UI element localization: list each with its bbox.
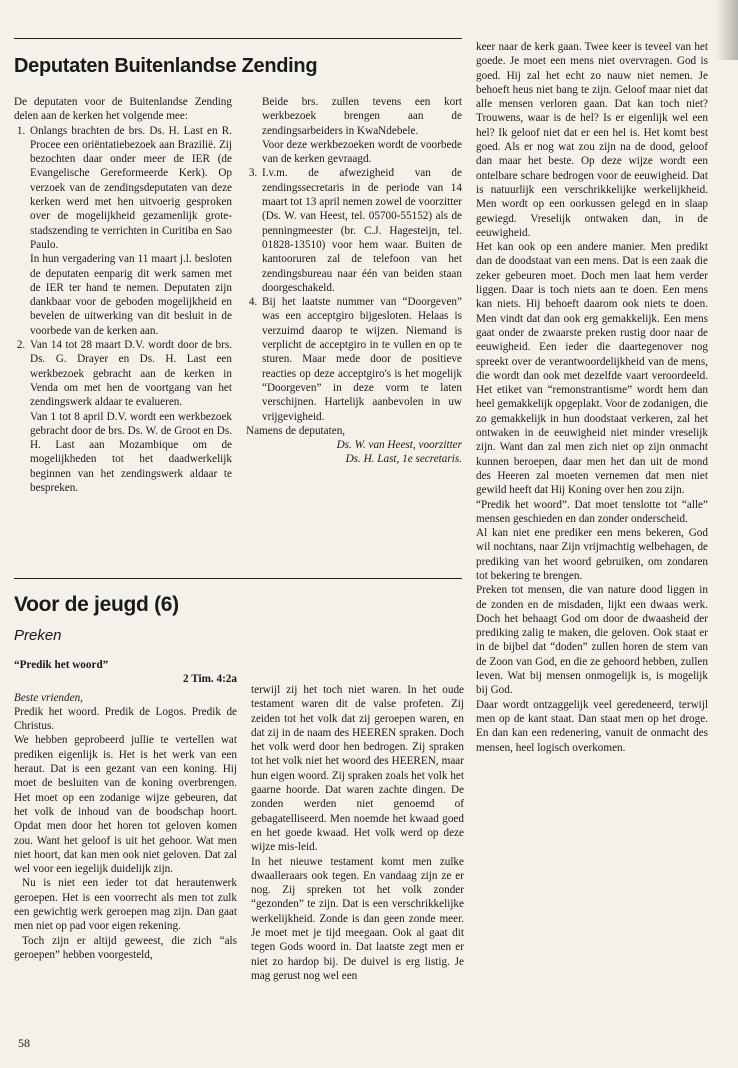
section1-top-rule	[14, 38, 462, 39]
item4-paragraph-1: 4. Bij het laatste nummer van “Doorgeven” was een acceptgiro bijgesloten. Helaas is verzuimd daarop te wijzen. Niemand is verplicht de acceptgiro in te vullen en op te sturen. Maar mede door de positieve reacties op deze acceptgiro's is het mogelijk “Doorgeven” in deze vorm te laten verschijnen. Hartelijk aanbevolen in uw vrijgevigheid.	[262, 296, 462, 423]
col1-paragraph-1: Predik het woord. Predik de Logos. Predik de Christus.	[14, 705, 237, 733]
scan-shadow	[716, 0, 738, 60]
list-item	[28, 124, 232, 338]
section1-title: Deputaten Buitenlandse Zending	[14, 55, 318, 77]
page-number: 58	[18, 1036, 30, 1050]
section1-column-2	[246, 95, 462, 467]
salutation: Beste vrienden,	[14, 691, 83, 704]
col3-paragraph-6: Daar wordt ontzaggelijk veel geredeneerd, terwijl men op de kant staat. Dan staat men op het droge. En dan kan een redenering, vanuit de onmacht des mensen, heel logisch overkomen.	[476, 698, 708, 754]
col1-paragraph-4: Toch zijn er altijd geweest, die zich “als geroepen” hebben voorgesteld,	[14, 934, 237, 961]
list-item	[260, 166, 462, 295]
item2-paragraph-1: 2. Van 14 tot 28 maart D.V. wordt door de brs. Ds. G. Drayer en Ds. H. Last een werkbezoek gebracht aan de kerken in Venda om met hen de voortgang van het zendingswerk aldaar te evalueren.	[30, 339, 232, 409]
section2-column-2	[251, 683, 464, 983]
col1-paragraph-3: Nu is niet een ieder tot dat herautenwerk geroepen. Het is een voorrecht als men tot zulk een gewichtig werk geroepen mag zijn. Dan gaat men niet op pad voor eigen rekening.	[14, 877, 237, 933]
section1-list-b	[246, 166, 462, 423]
item1-paragraph-2: In hun vergadering van 11 maart j.l. besloten de deputaten eenparig dit werk samen met de IER ter hand te nemen. Deputaten zijn dankbaar voor de geboden mogelijkheid en bevelen de uitwerking van dit besluit in de voorbede van de kerken aan.	[30, 253, 232, 337]
section2-title: Voor de jeugd (6)	[14, 593, 179, 616]
item2-paragraph-4: Voor deze werkbezoeken wordt de voorbede van de kerken gevraagd.	[262, 138, 462, 166]
bible-reference: 2 Tim. 4:2a	[183, 673, 237, 686]
col2-paragraph-1: terwijl zij het toch niet waren. In het oude testament waren dit de valse profeten. Zij zeiden tot het volk dat zij geroepen waren, en dat zij in de naam des HEEREN spraken. Doch het volk werd door hen bedrogen. Zij spraken tot het volk niet het woord des HEEREN, maar hun eigen woord. Zij spraken zoals het volk het gaarne hoorde. Dat waren zachte dingen. De zonden werden niet genoemd of gebagatelliseerd. Men noemde het kwaad goed en het goede kwaad. Het volk werd op deze wijze mis-leid.	[251, 684, 464, 854]
col1-paragraph-2: We hebben geprobeerd jullie te vertellen wat prediken eigenlijk is. Het is het werk van een heraut. Dat is een gezant van een koning. Hij moet de besluiten van de koning overbrengen. Het moet op een zodanige wijze gebeuren, dat het volk de inhoud van de boodschap hoort. Opdat men door het horen tot geloven komen zou. Want het geloof is uit het gehoor. Wat men niet hoort, dat kan men ook niet geloven. Dat zal wel voor een iegelijk duidelijk zijn.	[14, 734, 237, 876]
section2-column-3	[476, 40, 708, 755]
col3-paragraph-2: Het kan ook op een andere manier. Men predikt dan de doodstaat van een mens. Dat is een zaak die zeker gebeuren moet. Doch men laat hem verder liggen. Daar is toch niets aan te doen. Een mens kan niets. Hij behoeft daarom ook niets te doen. Men vindt dat dan ook erg gemakkelijk. Een mens gaat onder de zwaarste preken rustig door naar de eeuwigheid. Een ieder die daartegenover nog spreekt over de verantwoordelijkheid van de mens, die wordt dan ook met dezelfde vaart veroordeeld. Het etiket van “remonstrantisme” wordt hem dan heel gemakkelijk opgeplakt. Voor de zodanigen, die zo gemakkelijk in hun doodstaat verkeren, zal het ontwaken in de eeuwigheid niet minder vreselijk zijn. Want dan zal men zich niet op zijn onmacht kunnen beroepen, daar men het dan uit de mond des Heeren zal moeten vernemen dat men niet gewild heeft dat Hij Koning over hen zou zijn.	[476, 241, 708, 497]
section-divider-rule	[14, 578, 462, 579]
section2-subtitle: Preken	[14, 627, 62, 644]
col3-paragraph-1: keer naar de kerk gaan. Twee keer is teveel van het goede. Je moet een mens niet overvragen. God is goed. Hij zal het echt zo nauw niet nemen. Je behoeft heus niet bang te zijn. Geloof maar niet dat alle mensen verloren gaan. Dat kan toch niet? Trouwens, waar is de hel? Is er eigenlijk wel een hel? Ik geloof niet dat er een hel is. Het komt best goed. Als er nog wat zou zijn na de dood, geloof dan maar het beste. Op deze wijze wordt een ontelbare schare bedrogen voor de eeuwigheid. Dat is natuurlijk een verschrikkelijke werkelijkheid. Men wordt op een oorkussen gelegd en in slaap gewiegd. Vreselijk ontwaken dan, in de eeuwigheid.	[476, 41, 708, 239]
item1-paragraph-1: 1. Onlangs brachten de brs. Ds. H. Last en R. Procee een oriëntatiebezoek aan Brazilië. Zij bezochten daar onder meer de IER (de Evangelische Gereformeerde Kerk). Op verzoek van de zendingsdeputaten van deze kerken werd met hen uitvoerig gesproken over de mogelijkheid gezamenlijk grote-stadszending te verrichten in Curitiba en Sao Paulo.	[30, 124, 232, 251]
item2-paragraph-2: Van 1 tot 8 april D.V. wordt een werkbezoek gebracht door de brs. Ds. W. de Groot en Ds. H. Last aan Mozambique om de mogelijkheden tot het daadwerkelijk beginnen van het zendingswerk aldaar te bespreken.	[30, 410, 232, 495]
item2-paragraph-3: Beide brs. zullen tevens een kort werkbezoek brengen aan de zendingsarbeiders in KwaNdebele.	[262, 96, 462, 137]
item3-paragraph-1: 3. I.v.m. de afwezigheid van de zendingssecretaris in de periode van 14 maart tot 13 april nemen zowel de voorzitter (Ds. W. van Heest, tel. 05700-55152) als de penningmeester (br. C.J. Hagesteijn, tel. 01828-13510) voor hem waar. Buiten de kantooruren zal de telefoon van het zendingsbureau naar één van beiden staan doorgeschakeld.	[262, 167, 462, 294]
section1-column-1	[14, 95, 232, 495]
section1-list-a	[14, 124, 232, 496]
signature-secretary: Ds. H. Last, 1e secretaris.	[345, 453, 462, 466]
col3-paragraph-4: Al kan niet ene prediker een mens bekeren, God wil nochtans, naar Zijn vrijmachtig welbehagen, de prediking van het woord gebruiken, om zondaren tot bekering te brengen.	[476, 527, 708, 582]
section1-intro: De deputaten voor de Buitenlandse Zending delen aan de kerken het volgende mee:	[14, 96, 232, 123]
signature-chair: Ds. W. van Heest, voorzitter	[336, 439, 462, 452]
section2-column-1	[14, 658, 237, 962]
closing-line: Namens de deputaten,	[246, 424, 346, 437]
col3-paragraph-3: “Predik het woord”. Dat moet tenslotte tot “alle” mensen geschieden en dan zonder onderscheid.	[476, 498, 708, 525]
col2-paragraph-2: In het nieuwe testament komt men zulke dwaalleraars ook tegen. En vandaag zijn ze er nog. Zij spreken tot het volk zonder “gezonden” te zijn. Dat is een verschrikkelijke werkelijkheid. Zonde is dan geen zonde meer. Je moet met je tijd meegaan. Ook al gaat dit tegen Gods woord in. Dat laatste zegt men er niet zo hardop bij. De duivel is erg listig. Je mag gerust nog wel een	[251, 855, 464, 982]
sermon-quote: “Predik het woord”	[14, 659, 109, 671]
list-item	[28, 338, 232, 495]
col3-paragraph-5: Preken tot mensen, die van nature dood liggen in de zonden en de misdaden, lijkt een dwaas werk. Doch het behaagt God om door de dwaasheid der prediking zalig te maken, die geloven. Ook staat er in de bijbel dat “doden” zullen horen de stem van de Zoon van God, en die ze gehoord hebben, zullen leven. Wat bij mensen onmogelijk is, is mogelijk bij God.	[476, 584, 708, 697]
list-item	[260, 295, 462, 424]
